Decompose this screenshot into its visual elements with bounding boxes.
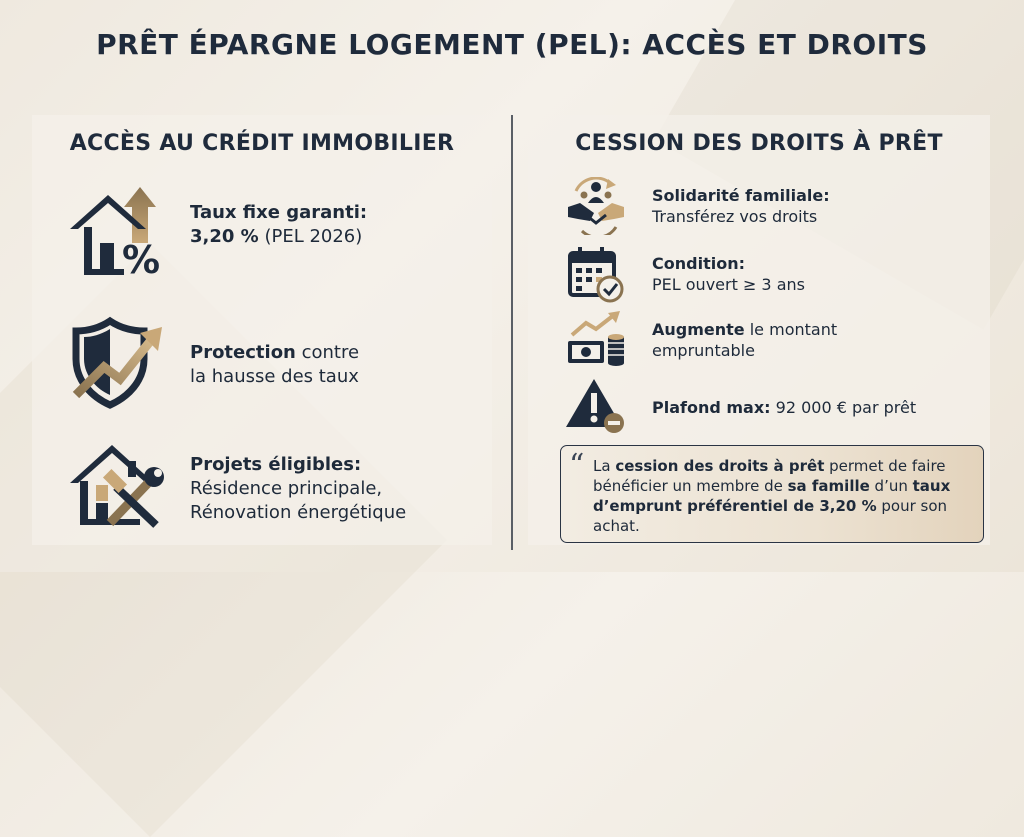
fixed-rate-item [70,183,490,283]
ceiling-text: 92 000 € par prêt [770,398,917,417]
condition-text: PEL ouvert ≥ 3 ans [652,275,805,294]
fixed-rate-value: 3,20 % [190,226,259,247]
solidarity-label: Solidarité familiale: [652,186,830,205]
borrowing-increase-item [566,311,986,371]
shield-rising-arrow-icon [70,315,166,411]
protection-text-line2: la hausse des taux [190,366,359,387]
panel-heading: ACCÈS AU CRÉDIT IMMOBILIER [69,131,455,156]
increase-text-line2: empruntable [652,341,755,360]
fixed-rate-note: (PEL 2026) [258,226,363,247]
increase-label: Augmente [652,320,745,339]
info-callout [560,445,984,543]
projects-line2: Rénovation énergétique [190,502,407,523]
panel-heading: CESSION DES DROITS À PRÊT [575,131,943,156]
increase-text: le montant [744,320,838,339]
credit-access-panel [32,115,492,545]
family-handshake-icon [566,177,626,235]
protection-text: contre [295,342,360,363]
eligible-projects-item [70,437,490,537]
condition-label: Condition: [652,254,745,273]
svg-text:%: % [122,238,161,279]
protection-label: Protection [190,342,296,363]
calendar-check-icon [566,245,626,303]
rate-protection-item [70,315,490,415]
solidarity-text: Transférez vos droits [652,207,818,226]
page-title: PRÊT ÉPARGNE LOGEMENT (PEL): ACCÈS ET DROITS [96,28,928,61]
ceiling-label: Plafond max: [652,398,771,417]
projects-line1: Résidence principale, [190,478,383,499]
fixed-rate-label: Taux fixe garanti: [190,202,368,223]
divider [511,115,513,550]
house-percent-arrow-icon [70,183,166,279]
max-ceiling-item [566,377,986,437]
projects-label: Projets éligibles: [190,454,362,475]
family-solidarity-item [566,177,986,237]
condition-item [566,245,986,305]
quote-mark-icon: “ [569,448,585,483]
callout-text: La cession des droits à prêt permet de faire bénéficier un membre de sa famille d’un taux d’emprunt préférentiel de 3,20 % pour son achat. [593,457,951,535]
money-growth-icon [566,311,626,369]
warning-minus-icon [566,377,626,435]
house-tools-icon [70,437,166,533]
